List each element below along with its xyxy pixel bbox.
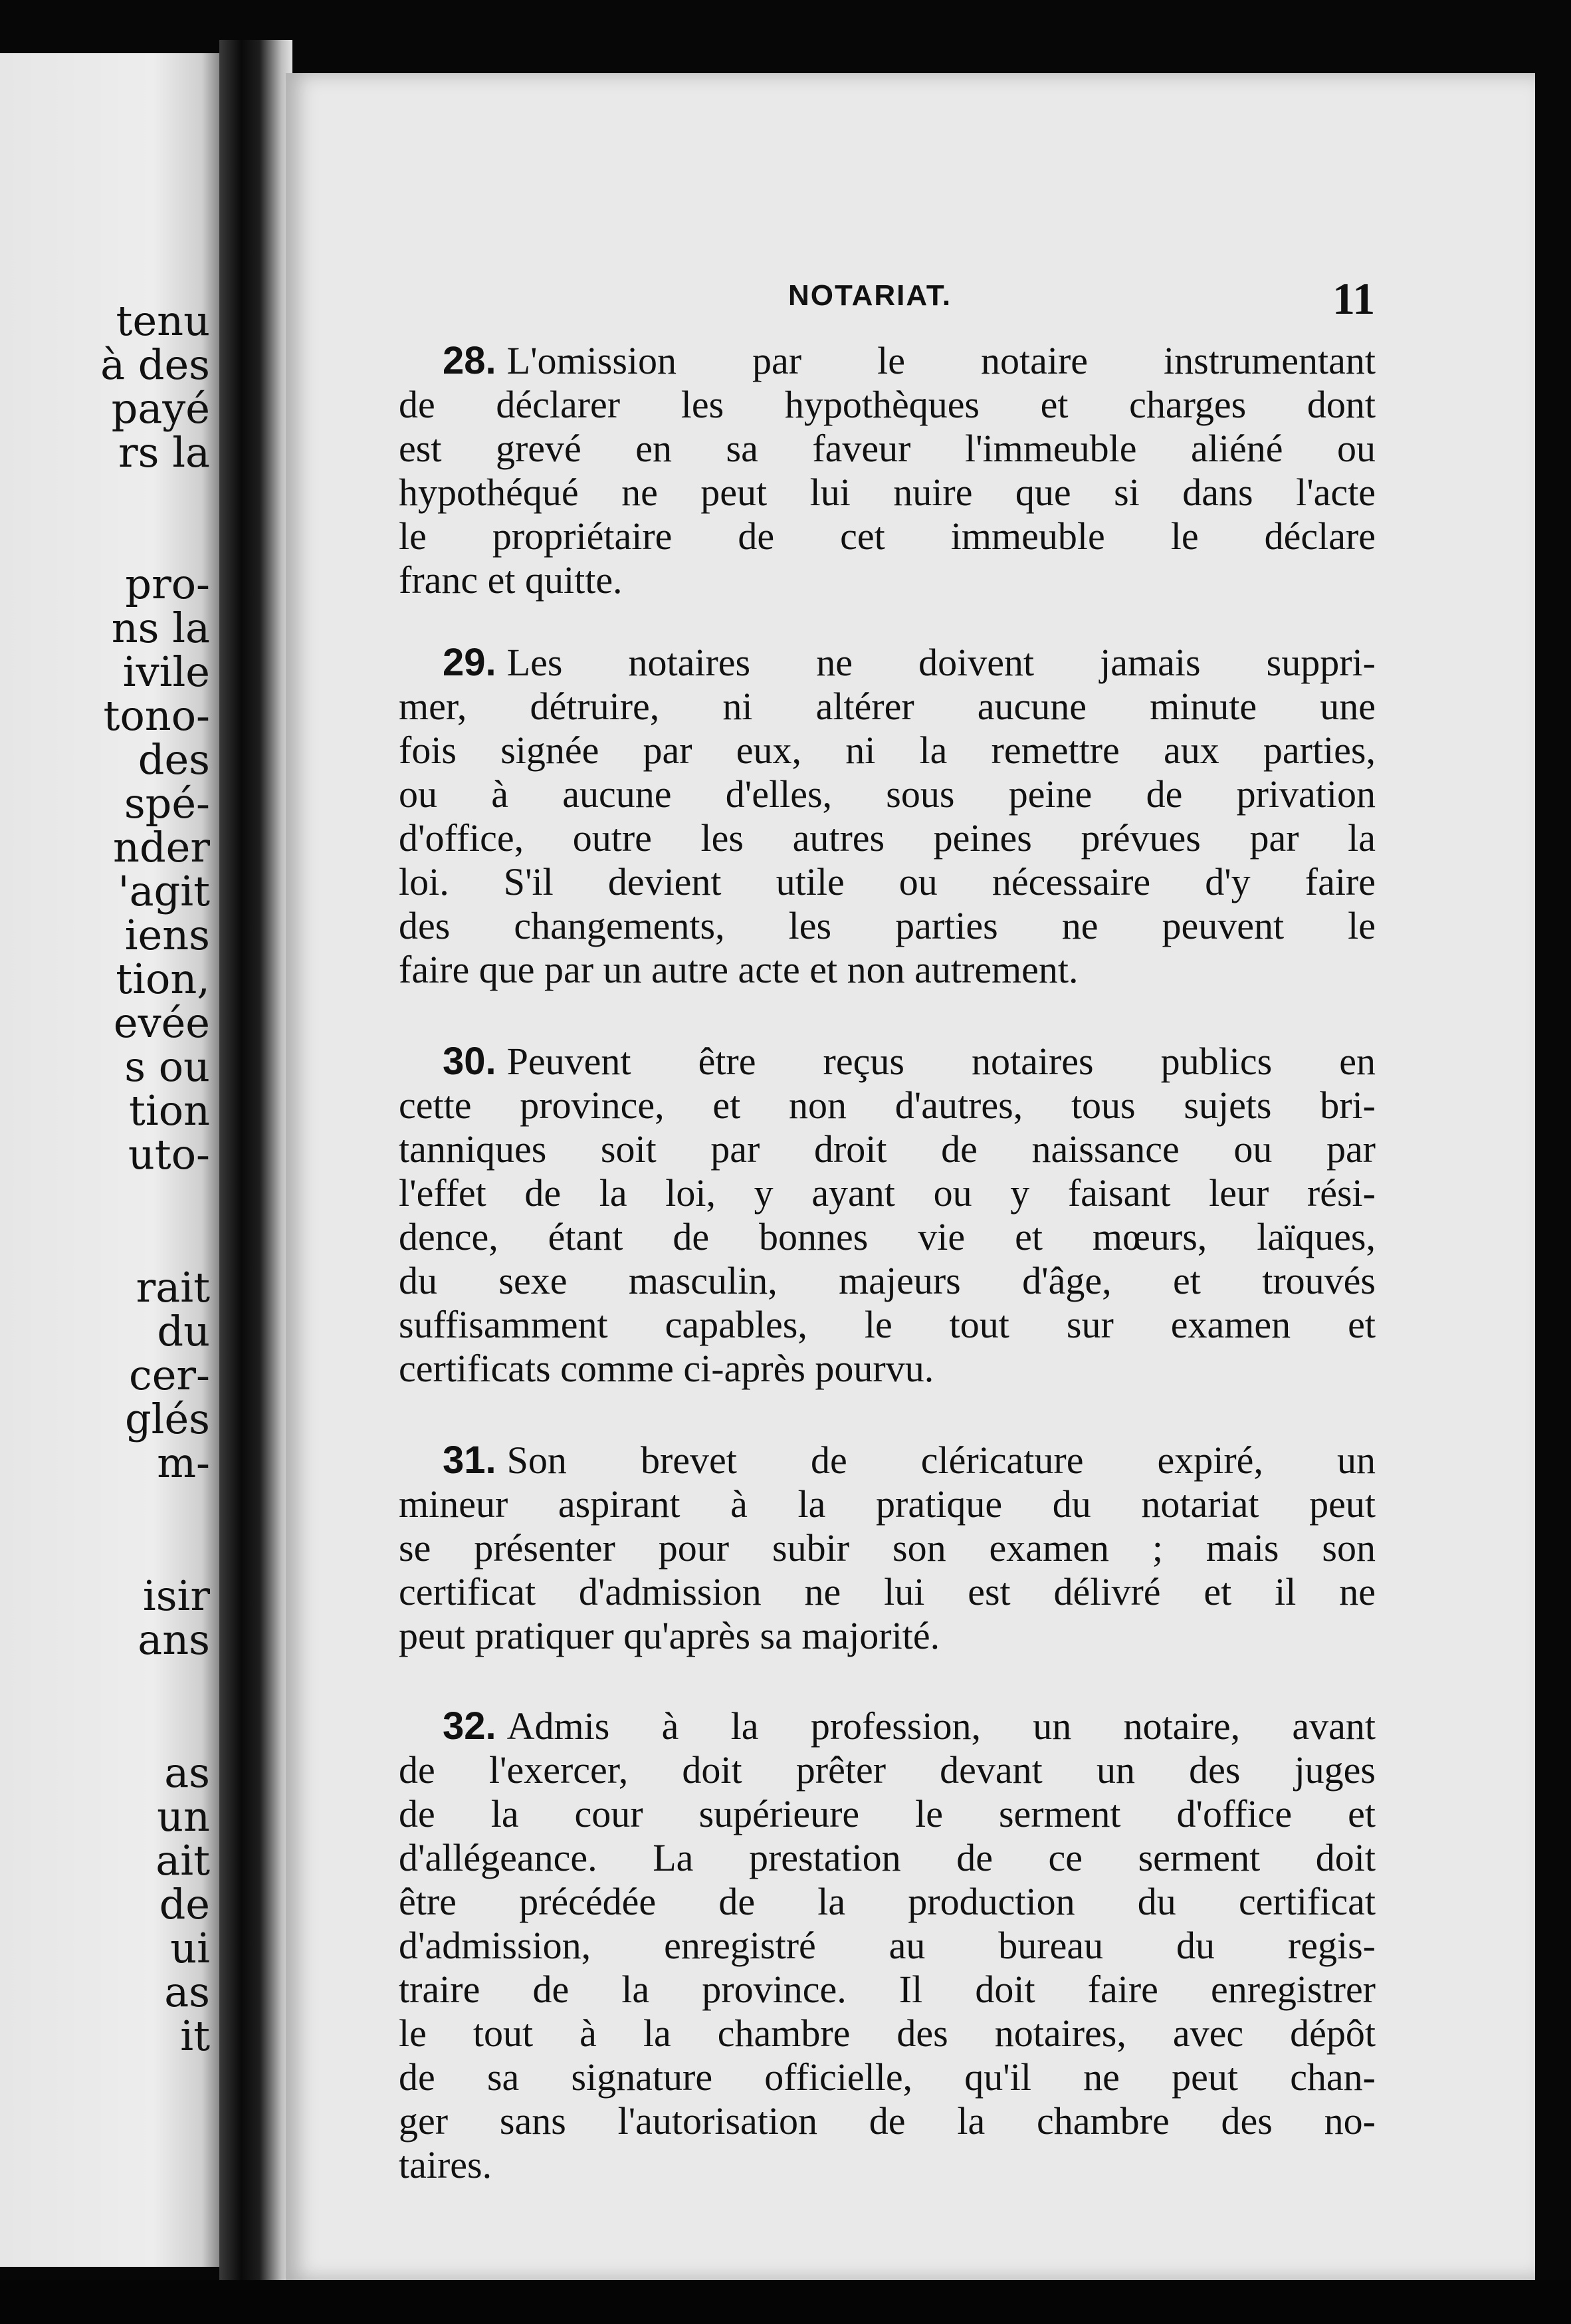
article-line: faire que par un autre acte et non autrement. (399, 948, 1079, 991)
article-line: tanniques soit par droit de naissance ou par (399, 1127, 1376, 1171)
left-fragment: un (157, 1792, 210, 1841)
article-number: 29. (443, 641, 496, 684)
article-line: dence, étant de bonnes vie et mœurs, laïques, (399, 1215, 1376, 1258)
left-fragment: tion (128, 1086, 210, 1135)
book-gutter (219, 40, 292, 2287)
left-fragment: tono- (103, 691, 210, 740)
left-page (0, 53, 219, 2267)
left-fragment: de (159, 1880, 210, 1928)
left-fragment: s ou (124, 1042, 210, 1091)
left-fragment: payé (111, 384, 210, 433)
left-fragment: nder (113, 823, 210, 872)
left-fragment: ivile (122, 647, 210, 696)
article-number: 30. (443, 1040, 496, 1083)
left-fragment: ait (156, 1836, 210, 1885)
right-page (286, 73, 1535, 2280)
left-fragment: as (164, 1748, 210, 1797)
left-fragment: tenu (116, 296, 210, 345)
running-title: NOTARIAT. (788, 279, 952, 312)
left-fragment: it (180, 2012, 210, 2060)
article-line: du sexe masculin, majeurs d'âge, et trouvés (399, 1259, 1376, 1302)
article-line: le tout à la chambre des notaires, avec dépôt (399, 2012, 1376, 2055)
article-number: 31. (443, 1439, 496, 1482)
left-fragment: iens (124, 911, 210, 959)
article-line: se présenter pour subir son examen ; mais son (399, 1526, 1376, 1569)
article-line (399, 641, 1376, 685)
article-text: Son brevet de cléricature expiré, un (506, 1439, 1376, 1482)
left-fragment: à des (100, 340, 210, 389)
page-header (286, 273, 1535, 326)
left-fragment: 'agit (118, 867, 210, 915)
article-line: cette province, et non d'autres, tous sujets bri- (399, 1084, 1376, 1127)
article-line: est grevé en sa faveur l'immeuble aliéné ou (399, 427, 1376, 470)
article-line: traire de la province. Il doit faire enregistrer (399, 1968, 1376, 2011)
article-line: d'admission, enregistré au bureau du regis- (399, 1924, 1376, 1967)
left-fragment: des (138, 735, 210, 784)
left-fragment: rait (136, 1263, 210, 1312)
article-line: mineur aspirant à la pratique du notariat peut (399, 1482, 1376, 1526)
page-number: 11 (1332, 273, 1376, 324)
article-29 (399, 641, 1376, 992)
article-line: certificat d'admission ne lui est délivré et il ne (399, 1570, 1376, 1613)
article-line: loi. S'il devient utile ou nécessaire d'y faire (399, 860, 1376, 903)
scan-border (0, 2280, 1571, 2324)
article-line: d'office, outre les autres peines prévues par la (399, 816, 1376, 860)
left-fragment: uto- (128, 1130, 210, 1179)
article-text: Admis à la profession, un notaire, avant (506, 1704, 1376, 1748)
article-line: suffisamment capables, le tout sur examen et (399, 1303, 1376, 1346)
left-fragment: spé- (124, 779, 210, 828)
article-line: ou à aucune d'elles, sous peine de privation (399, 772, 1376, 816)
article-line: franc et quitte. (399, 558, 623, 602)
article-number: 32. (443, 1704, 496, 1748)
left-fragment: tion, (116, 955, 210, 1003)
article-line (399, 1439, 1376, 1482)
left-fragment: cer- (128, 1351, 210, 1399)
left-fragment: ans (138, 1615, 210, 1664)
article-32 (399, 1704, 1376, 2187)
left-fragment: du (157, 1307, 210, 1355)
article-text: L'omission par le notaire instrumentant (506, 339, 1376, 382)
article-line (399, 1040, 1376, 1084)
article-line: de l'exercer, doit prêter devant un des juges (399, 1748, 1376, 1792)
left-fragment: ns la (111, 604, 210, 652)
article-line (399, 1704, 1376, 1748)
article-line: de la cour supérieure le serment d'office et (399, 1792, 1376, 1835)
article-line: hypothéqué ne peut lui nuire que si dans l'acte (399, 471, 1376, 514)
left-fragment: m- (157, 1439, 210, 1487)
article-text: Les notaires ne doivent jamais suppri- (506, 641, 1376, 684)
article-30 (399, 1040, 1376, 1391)
article-31 (399, 1439, 1376, 1658)
article-line: d'allégeance. La prestation de ce serment doit (399, 1836, 1376, 1879)
left-fragment: pro- (125, 560, 210, 608)
article-28 (399, 339, 1376, 602)
left-fragment: isir (142, 1571, 210, 1620)
article-line: le propriétaire de cet immeuble le déclare (399, 515, 1376, 558)
left-fragment: glés (124, 1395, 210, 1443)
article-line: l'effet de la loi, y ayant ou y faisant leur rési- (399, 1171, 1376, 1215)
article-line: ger sans l'autorisation de la chambre des no- (399, 2099, 1376, 2143)
article-number: 28. (443, 339, 496, 382)
article-line: taires. (399, 2143, 492, 2186)
article-line: être précédée de la production du certificat (399, 1880, 1376, 1923)
left-fragment: evée (113, 998, 210, 1047)
article-line: mer, détruire, ni altérer aucune minute une (399, 685, 1376, 728)
article-line: fois signée par eux, ni la remettre aux parties, (399, 729, 1376, 772)
article-line: de déclarer les hypothèques et charges dont (399, 383, 1376, 426)
left-fragment: as (164, 1968, 210, 2016)
left-fragment: ui (170, 1924, 210, 1972)
article-line: certificats comme ci-après pourvu. (399, 1347, 934, 1390)
left-fragment: rs la (118, 428, 210, 477)
article-text: Peuvent être reçus notaires publics en (506, 1040, 1376, 1083)
article-line: peut pratiquer qu'après sa majorité. (399, 1614, 940, 1657)
article-line: des changements, les parties ne peuvent le (399, 904, 1376, 947)
article-line (399, 339, 1376, 383)
article-line: de sa signature officielle, qu'il ne peut chan- (399, 2055, 1376, 2099)
